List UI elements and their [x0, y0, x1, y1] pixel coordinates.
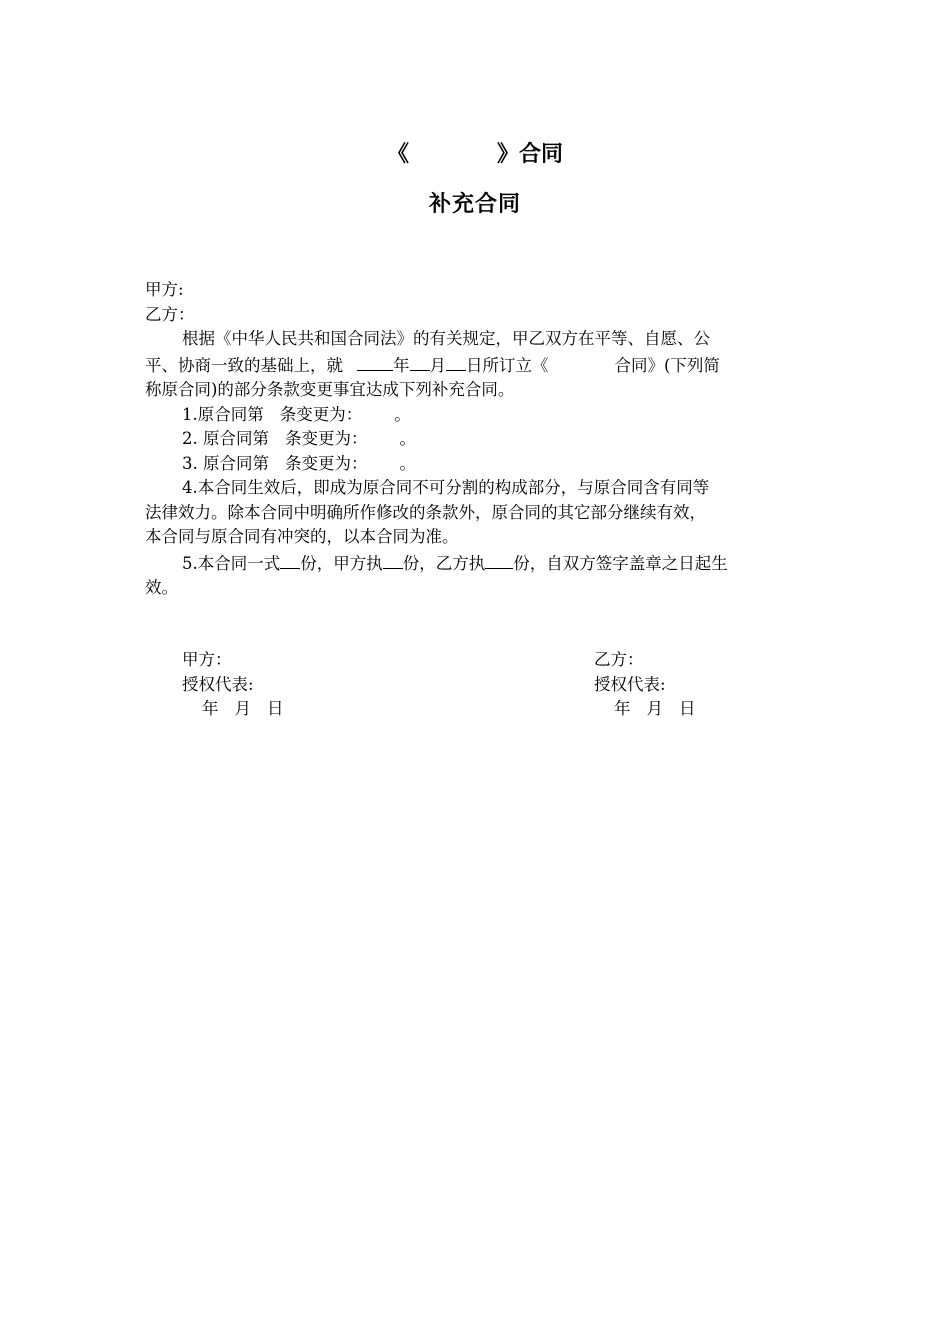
signature-b-party: 乙方： [594, 650, 644, 669]
clause-3-change: 条变更为： [285, 453, 368, 473]
clause-2-change: 条变更为： [285, 429, 368, 448]
clause-5-line-1 [145, 550, 805, 577]
year-blank [357, 352, 393, 371]
party-b-copies-blank [485, 550, 513, 569]
signature-b-day: 日 [679, 699, 696, 718]
signature-a-rep: 授权代表: [182, 674, 254, 694]
clause-5-effect: 份，自双方签字盖章之日起生 [513, 553, 728, 573]
clause-3-prefix: 3. 原合同第 [182, 453, 269, 473]
clause-2 [145, 427, 805, 452]
signature-a-year: 年 [202, 699, 219, 718]
intro-contract: 合同》(下列简 [614, 355, 720, 375]
signature-b-rep: 授权代表: [594, 674, 666, 694]
clause-5-line-2: 效。 [145, 578, 178, 597]
month-blank [410, 352, 430, 371]
party-a-line: 甲方: [145, 280, 184, 299]
clause-1-change: 条变更为： [279, 404, 363, 424]
clause-4-line-3: 本合同与原合同有冲突的，以本合同为准。 [145, 527, 459, 546]
signature-a-date [182, 697, 300, 722]
intro-text-a: 平、协商一致的基础上，就 [145, 355, 343, 375]
signature-a-month: 月 [234, 699, 251, 718]
clause-1 [145, 403, 805, 428]
intro-line-2 [145, 352, 805, 379]
contract-body [145, 278, 805, 601]
clause-3-end: 。 [399, 453, 416, 473]
signature-b-date [594, 697, 712, 722]
clause-3 [145, 452, 805, 477]
title-close-text: 》合同 [497, 142, 564, 167]
clause-5-party-b: 份，乙方执 [402, 553, 486, 573]
clause-4-line-2: 法律效力。除本合同中明确所作修改的条款外，原合同的其它部分继续有效， [145, 502, 706, 522]
intro-line-3: 称原合同)的部分条款变更事宜达成下列补充合同。 [145, 380, 515, 399]
contract-title [0, 137, 950, 168]
clause-1-end: 。 [394, 404, 411, 424]
intro-day: 日所订立《 [466, 355, 549, 375]
day-blank [446, 352, 466, 371]
copies-blank [280, 550, 300, 569]
intro-line-1: 根据《中华人民共和国合同法》的有关规定，甲乙双方在平等、自愿、公 [182, 329, 710, 348]
title-open-bracket: 《 [386, 142, 409, 167]
signature-b-year: 年 [614, 699, 631, 718]
contract-subtitle: 补充合同 [428, 192, 521, 217]
intro-year: 年 [393, 355, 410, 375]
signature-a-party: 甲方： [182, 650, 232, 669]
party-a-copies-blank [383, 550, 403, 569]
signature-a-day: 日 [267, 699, 284, 718]
clause-2-end: 。 [399, 429, 416, 448]
signature-block-a [182, 648, 300, 722]
clause-5-party-a: 份，甲方执 [300, 553, 383, 573]
signature-b-month: 月 [646, 699, 663, 718]
clause-5-copies: 5.本合同一式 [182, 553, 281, 573]
clause-4-line-1: 4.本合同生效后，即成为原合同不可分割的构成部分，与原合同含有同等 [182, 478, 710, 497]
party-b-line: 乙方： [145, 304, 195, 324]
clause-2-prefix: 2. 原合同第 [182, 429, 269, 448]
intro-month: 月 [429, 355, 446, 375]
clause-1-prefix: 1.原合同第 [182, 404, 264, 424]
signature-block-b [594, 648, 712, 722]
